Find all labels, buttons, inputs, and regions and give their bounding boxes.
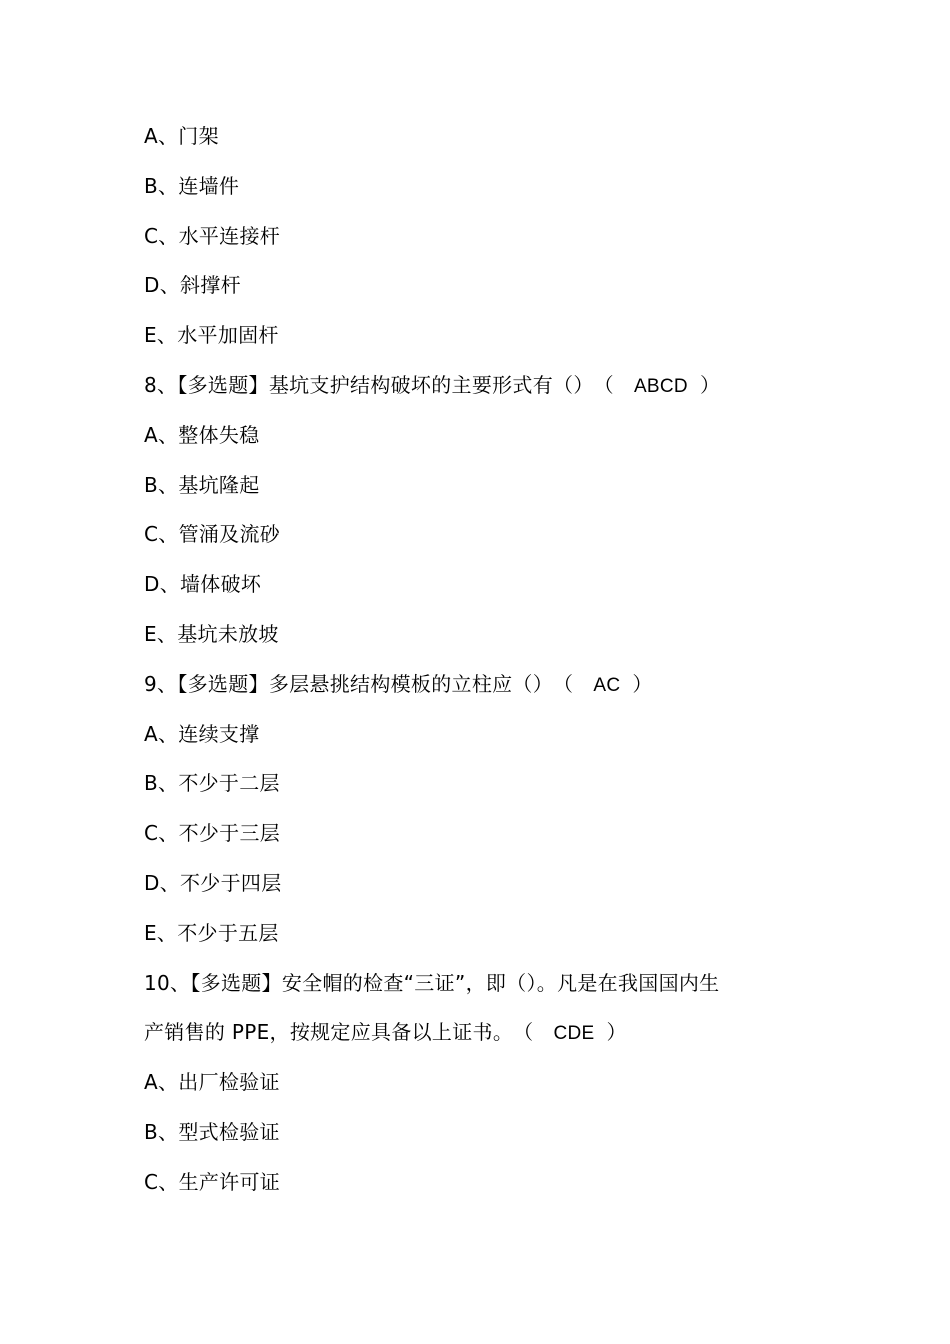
answer-key: ABCD bbox=[633, 375, 688, 397]
answer-open-paren: （ bbox=[553, 671, 574, 696]
option-line: A、整体失稳 bbox=[144, 422, 260, 447]
answer-close-paren: ） bbox=[632, 671, 653, 696]
option-line: B、基坑隆起 bbox=[144, 472, 260, 497]
answer-key: AC bbox=[593, 674, 621, 696]
question-text: 产销售的 PPE，按规定应具备以上证书。 bbox=[144, 1020, 514, 1045]
option-line: D、斜撑杆 bbox=[144, 273, 241, 298]
question-text: 9、【多选题】多层悬挑结构模板的立柱应（） bbox=[144, 671, 554, 696]
option-line: C、不少于三层 bbox=[144, 821, 281, 846]
question-list bbox=[144, 112, 824, 1208]
answer-open-paren: （ bbox=[593, 372, 614, 397]
answer-open-paren: （ bbox=[513, 1020, 534, 1045]
option-line: A、门架 bbox=[144, 124, 219, 148]
answer-close-paren: ） bbox=[606, 1020, 627, 1045]
option-line: E、水平加固杆 bbox=[144, 323, 279, 348]
answer-key: CDE bbox=[553, 1023, 595, 1045]
option-line: A、连续支撑 bbox=[144, 721, 260, 746]
option-line: B、连墙件 bbox=[144, 173, 240, 198]
option-line: E、不少于五层 bbox=[144, 920, 279, 945]
option-line: D、不少于四层 bbox=[144, 870, 282, 895]
option-line: C、生产许可证 bbox=[144, 1169, 281, 1194]
option-line: A、出厂检验证 bbox=[144, 1070, 280, 1095]
question-line bbox=[144, 660, 824, 710]
question-line-continued bbox=[144, 1008, 824, 1058]
option-line: E、基坑未放坡 bbox=[144, 621, 279, 646]
option-line: C、管涌及流砂 bbox=[144, 522, 281, 547]
option-line: B、不少于二层 bbox=[144, 771, 280, 796]
option-line: C、水平连接杆 bbox=[144, 223, 281, 248]
answer-close-paren: ） bbox=[699, 372, 721, 397]
question-text: 8、【多选题】基坑支护结构破坏的主要形式有（） bbox=[144, 372, 594, 397]
option-line: D、墙体破坏 bbox=[144, 572, 262, 597]
option-line: B、型式检验证 bbox=[144, 1119, 280, 1144]
question-line bbox=[144, 361, 824, 411]
question-line: 10、【多选题】安全帽的检查“三证”，即（）。凡是在我国国内生 bbox=[144, 970, 720, 995]
